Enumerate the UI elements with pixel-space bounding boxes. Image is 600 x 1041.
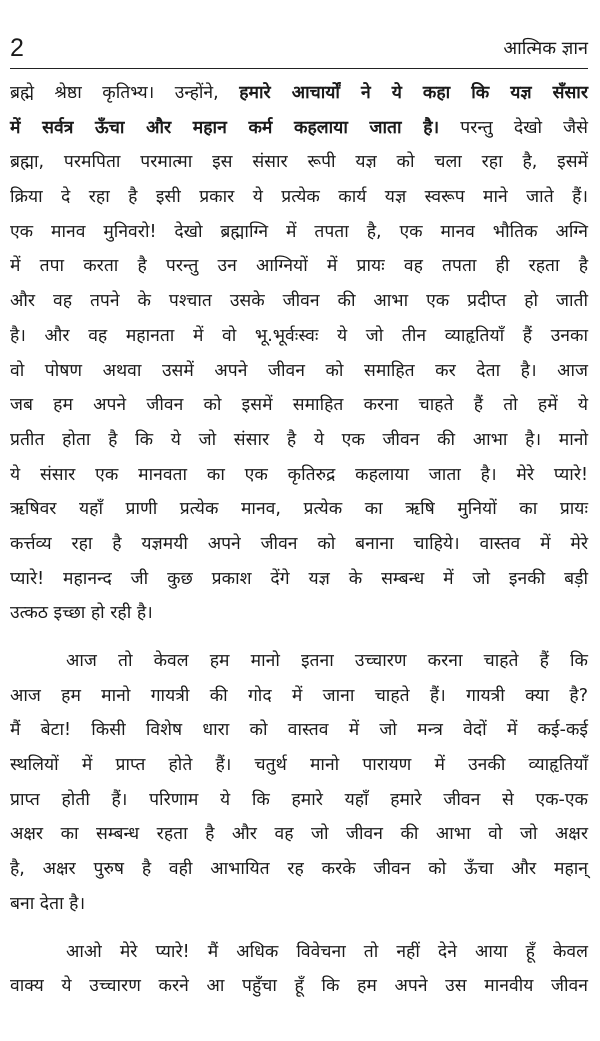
text-line xyxy=(10,852,588,887)
text-line xyxy=(10,458,588,493)
text-line xyxy=(10,249,588,284)
text-line xyxy=(10,423,588,458)
text-line xyxy=(10,562,588,597)
text-run: आज तो केवल हम मानो इतना उच्चारण करना चाहते हैं कि xyxy=(66,651,588,671)
text-run: आओ मेरे प्यारे! मैं अधिक विवेचना तो नहीं देने आया हूँ केवल xyxy=(66,941,588,962)
paragraph-gap xyxy=(10,631,588,644)
text-line xyxy=(10,180,588,215)
text-line xyxy=(10,596,588,631)
text-run: अक्षर का सम्बन्ध रहता है और वह जो जीवन की आभा वो जो अक्षर xyxy=(10,824,588,845)
text-line xyxy=(10,935,588,970)
text-line xyxy=(10,527,588,562)
text-run: एक मानव मुनिवरो! देखो ब्रह्माग्नि में तपता है, एक मानव भौतिक अग्नि xyxy=(10,221,588,242)
page-header xyxy=(10,34,588,69)
text-line xyxy=(10,319,588,354)
text-line xyxy=(10,817,588,852)
text-line xyxy=(10,76,588,111)
paragraph xyxy=(10,644,588,922)
text-run: ब्रह्मा, परमपिता परमात्मा इस संसार रूपी यज्ञ को चला रहा है, इसमें xyxy=(10,152,588,173)
text-line xyxy=(10,111,588,146)
text-run: वो पोषण अथवा उसमें अपने जीवन को समाहित कर देता है। आज xyxy=(10,360,588,381)
text-line xyxy=(10,783,588,818)
text-run: आज हम मानो गायत्री की गोद में जाना चाहते हैं। गायत्री क्या है? xyxy=(10,685,588,706)
text-line xyxy=(10,388,588,423)
text-line xyxy=(10,354,588,389)
page-number: 2 xyxy=(10,34,24,62)
body-text xyxy=(10,76,588,1004)
text-line xyxy=(10,644,588,679)
text-run: क्रिया दे रहा है इसी प्रकार ये प्रत्येक कार्य यज्ञ स्वरूप माने जाते हैं। xyxy=(10,187,588,208)
text-run: है, अक्षर पुरुष है वही आभायित रह करके जीवन को ऊँचा और महान् xyxy=(10,859,588,880)
text-run: मैं बेटा! किसी विशेष धारा को वास्तव में जो मन्त्र वेदों में कई-कई xyxy=(10,720,588,741)
text-run: बना देता है। xyxy=(10,893,86,914)
text-line xyxy=(10,679,588,714)
text-run: प्यारे! महानन्द जी कुछ प्रकाश देंगे यज्ञ के सम्बन्ध में जो इनकी बड़ी xyxy=(10,568,588,589)
text-run: ये संसार एक मानवता का एक कृतिरुद्र कहलाया जाता है। मेरे प्यारे! xyxy=(10,464,588,485)
text-run: प्रतीत होता है कि ये जो संसार है ये एक जीवन की आभा है। मानो xyxy=(10,429,588,450)
text-run: जब हम अपने जीवन को इसमें समाहित करना चाहते हैं तो हमें ये xyxy=(10,395,588,416)
bold-text: में सर्वत्र ऊँचा और महान कर्म कहलाया जाता है। xyxy=(10,117,440,138)
paragraph-gap xyxy=(10,922,588,935)
text-run: में तपा करता है परन्तु उन आग्नियों में प्रायः वह तपता ही रहता है xyxy=(10,256,588,277)
text-run: उत्कठ इच्छा हो रही है। xyxy=(10,603,153,624)
paragraph xyxy=(10,935,588,1004)
text-run: ऋषिवर यहाँ प्राणी प्रत्येक मानव, प्रत्येक का ऋषि मुनियों का प्रायः xyxy=(10,499,588,520)
paragraph xyxy=(10,76,588,631)
text-line xyxy=(10,215,588,250)
text-run: स्थलियों में प्राप्त होते हैं। चतुर्थ मानो पारायण में उनकी व्याहृतियाँ xyxy=(10,755,588,776)
text-run: परन्तु देखो जैसे xyxy=(439,117,588,138)
text-line xyxy=(10,969,588,1004)
text-line xyxy=(10,713,588,748)
text-line xyxy=(10,492,588,527)
text-run: प्राप्त होती हैं। परिणाम ये कि हमारे यहाँ हमारे जीवन से एक-एक xyxy=(10,789,588,810)
text-run: कर्त्तव्य रहा है यज्ञमयी अपने जीवन को बनाना चाहिये। वास्तव में मेरे xyxy=(10,533,588,554)
bold-text: हमारे आचार्यों ने ये कहा कि यज्ञ सँसार xyxy=(239,83,588,103)
text-line xyxy=(10,284,588,319)
text-run: ब्रह्मे श्रेष्ठा कृतिभ्य। उन्होंने, xyxy=(10,83,240,103)
text-line xyxy=(10,145,588,180)
text-run: वाक्य ये उच्चारण करने आ पहुँचा हूँ कि हम अपने उस मानवीय जीवन xyxy=(10,976,588,997)
text-line xyxy=(10,887,588,922)
running-title: आत्मिक ज्ञान xyxy=(503,38,588,59)
text-run: और वह तपने के पश्चात उसके जीवन की आभा एक प्रदीप्त हो जाती xyxy=(10,291,588,312)
text-run: है। और वह महानता में वो भू.भूर्वःस्वः ये जो तीन व्याहृतियाँ हैं उनका xyxy=(10,325,588,346)
text-line xyxy=(10,748,588,783)
